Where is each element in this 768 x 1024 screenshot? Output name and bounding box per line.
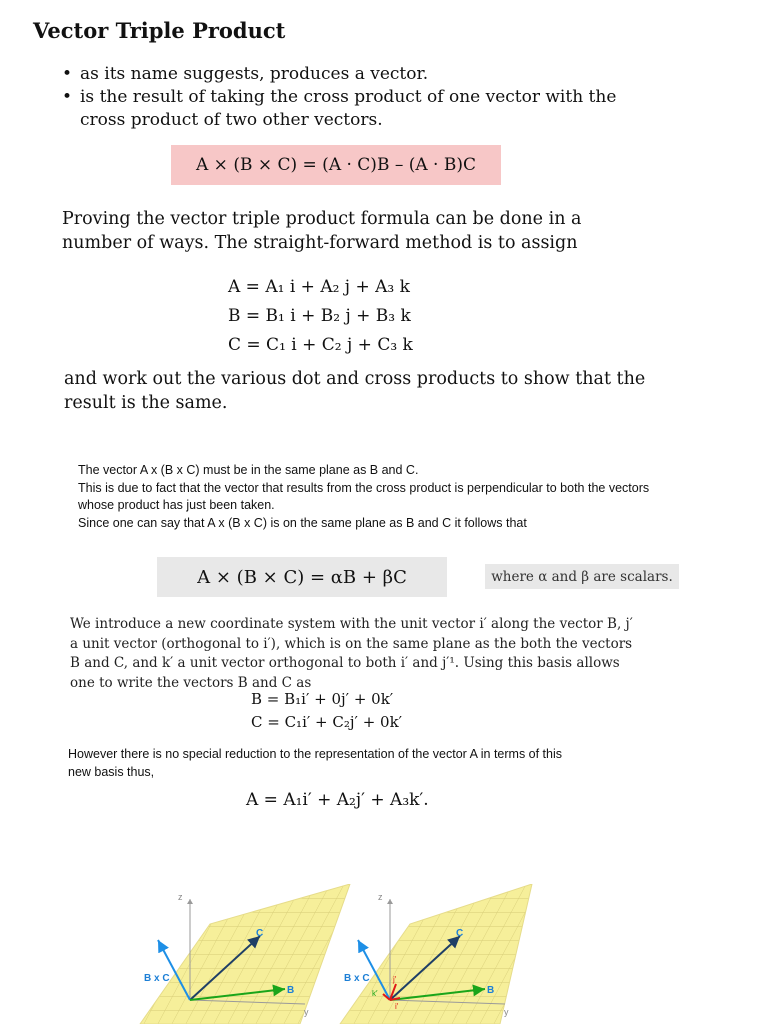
scalars-note: where α and β are scalars. bbox=[491, 568, 673, 585]
work-out-paragraph: and work out the various dot and cross products to show that the result is the same. bbox=[64, 369, 646, 413]
page-title: Vector Triple Product bbox=[33, 18, 286, 43]
no-reduction-paragraph: However there is no special reduction to the representation of the vector A in terms of this new basis thus, bbox=[68, 747, 563, 779]
z-label-right: z bbox=[378, 892, 383, 902]
b-label-left: B bbox=[287, 985, 295, 996]
plane-note: This is due to fact that the vector that results from the cross product is perpendicular to both the vectors whose product has just been taken. bbox=[78, 480, 650, 512]
plane-left bbox=[140, 884, 350, 1024]
bullet-list bbox=[62, 63, 622, 132]
c-label-left: C bbox=[256, 928, 264, 939]
basis-equations bbox=[251, 688, 402, 734]
z-label-left: z bbox=[178, 892, 183, 902]
basis-equation-c: C = C₁i′ + C₂j′ + 0k′ bbox=[251, 713, 403, 731]
a-basis-formula: A = A₁i′ + A₂j′ + A₃k′. bbox=[246, 790, 429, 810]
formula-text: A × (B × C) = (A · C)B – (A · B)C bbox=[195, 155, 476, 175]
basis-paragraph: We introduce a new coordinate system with the unit vector i′ along the vector B, j′ a unit vector (orthogonal to i′), which is on the same plane as the both the vectors B and C, and k′ a unit vector orthogonal to both i′ and j′¹. Using this basis allows one to write the vectors B and C as bbox=[70, 616, 633, 691]
equation-b: B = B₁ i + B₂ j + B₃ k bbox=[228, 306, 411, 326]
y-label-left: y bbox=[304, 1007, 309, 1017]
bullet-item: • is the result of taking the cross product of one vector with the cross product of two other vectors. bbox=[62, 86, 622, 132]
plane-right bbox=[340, 884, 532, 1024]
bxc-label-left: B x C bbox=[144, 973, 170, 984]
plane-notes bbox=[78, 462, 678, 532]
c-label-right: C bbox=[456, 928, 464, 939]
y-label-right: y bbox=[504, 1007, 509, 1017]
equation-c: C = C₁ i + C₂ j + C₃ k bbox=[228, 335, 413, 355]
vector-figures bbox=[120, 884, 540, 1024]
bullet-item: • as its name suggests, produces a vector. bbox=[62, 63, 622, 86]
figure-right bbox=[340, 884, 532, 1024]
basis-equation-b: B = B₁i′ + 0j′ + 0k′ bbox=[251, 690, 394, 708]
b-label-right: B bbox=[487, 985, 495, 996]
bxc-label-right: B x C bbox=[344, 973, 370, 984]
plane-formula: A × (B × C) = αB + βC bbox=[197, 566, 407, 588]
figure-left bbox=[140, 884, 350, 1024]
proving-paragraph: Proving the vector triple product formula can be done in a number of ways. The straight-forward method is to assign bbox=[62, 209, 582, 253]
plane-note: The vector A x (B x C) must be in the same plane as B and C. bbox=[78, 463, 419, 477]
plane-formula-box bbox=[157, 557, 447, 597]
equation-a: A = A₁ i + A₂ j + A₃ k bbox=[228, 277, 410, 297]
plane-note: Since one can say that A x (B x C) is on the same plane as B and C it follows that bbox=[78, 515, 527, 530]
triple-product-formula bbox=[171, 145, 501, 185]
component-equations bbox=[228, 273, 413, 360]
i-label-right: i′ bbox=[395, 1002, 399, 1011]
j-label-right: j′ bbox=[393, 975, 397, 984]
scalars-note-box bbox=[485, 564, 679, 589]
k-label-right: k′ bbox=[372, 989, 378, 998]
